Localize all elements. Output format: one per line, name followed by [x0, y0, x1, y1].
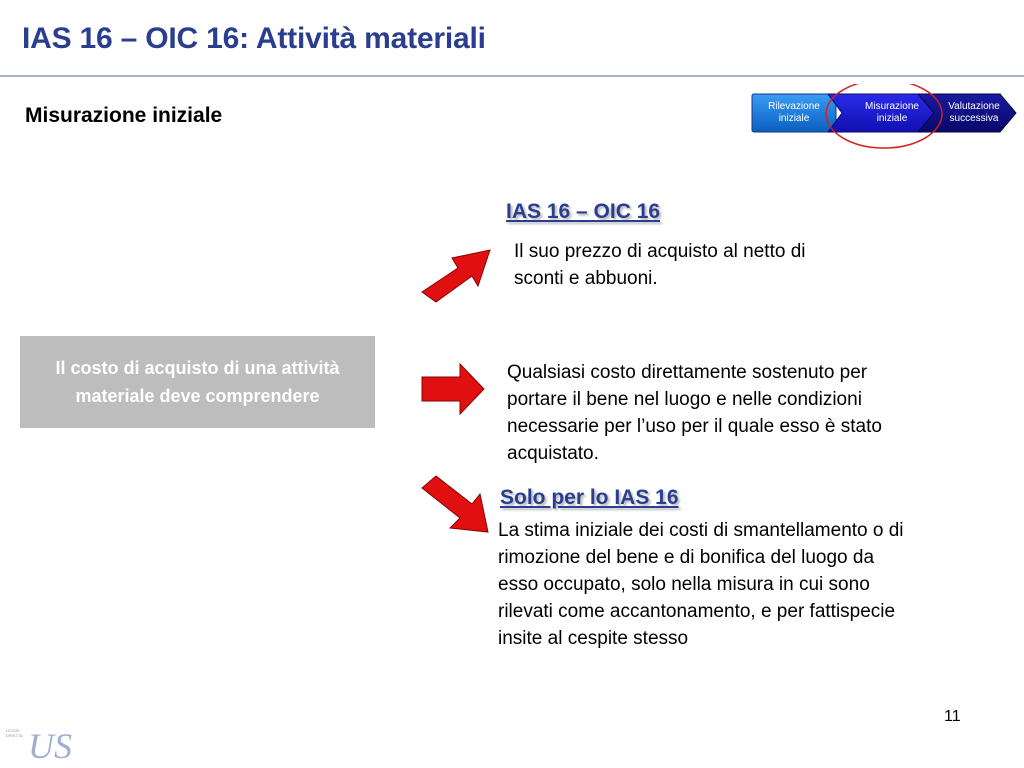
flow-step-3-line2: successiva [949, 113, 999, 124]
svg-text:DIRETTA: DIRETTA [6, 733, 23, 738]
arrow-right-icon [420, 362, 486, 416]
slide-title: IAS 16 – OIC 16: Attività materiali [22, 22, 486, 55]
cost-definition-text: Il costo di acquisto di una attività materiale deve comprendere [55, 358, 340, 406]
svg-text:US: US [28, 726, 72, 764]
item-3-line-3: esso occupato, solo nella misura in cui sono [498, 574, 870, 595]
cost-definition-box [20, 336, 375, 428]
flow-step-3-label [934, 101, 1014, 125]
item-3-text [498, 517, 904, 652]
item-2-line-1: Qualsiasi costo direttamente sostenuto per [507, 362, 868, 383]
item-2-line-3: necessarie per l’uso per il quale esso è stato [507, 416, 882, 437]
flow-step-1-line2: iniziale [778, 113, 810, 124]
process-flow [748, 84, 1020, 154]
arrow-up-right-icon [418, 244, 492, 312]
flow-step-1-label [754, 101, 834, 125]
item-2-line-4: acquistato. [507, 443, 599, 464]
flow-step-2-line2: iniziale [876, 113, 908, 124]
item-2-line-2: portare il bene nel luogo e nelle condizioni [507, 389, 862, 410]
item-3-line-1: La stima iniziale dei costi di smantellamento o di [498, 520, 904, 541]
item-3-line-5: insite al cespite stesso [498, 628, 689, 649]
page-number: 11 [944, 708, 961, 725]
flow-step-1-line1: Rilevazione [768, 101, 820, 112]
heading-ias16-oic16: IAS 16 – OIC 16 [506, 200, 661, 223]
flow-step-2-label [850, 101, 934, 125]
title-divider [0, 75, 1024, 77]
item-1-line-2: sconti e abbuoni. [514, 268, 658, 289]
item-2-text [507, 359, 882, 467]
item-3-line-2: rimozione del bene e di bonifica del luogo da [498, 547, 875, 568]
item-1-line-1: Il suo prezzo di acquisto al netto di [514, 241, 806, 262]
university-logo [4, 718, 84, 764]
arrow-down-right-icon [418, 470, 492, 536]
slide-subtitle: Misurazione iniziale [25, 104, 223, 127]
item-3-line-4: rilevati come accantonamento, e per fattispecie [498, 601, 896, 622]
heading-solo-ias16: Solo per lo IAS 16 [500, 486, 679, 509]
flow-step-2-line1: Misurazione [865, 101, 919, 112]
item-1-text [514, 238, 806, 292]
flow-step-3-line1: Valutazione [948, 101, 1000, 112]
svg-text:LEGGE: LEGGE [6, 728, 20, 733]
